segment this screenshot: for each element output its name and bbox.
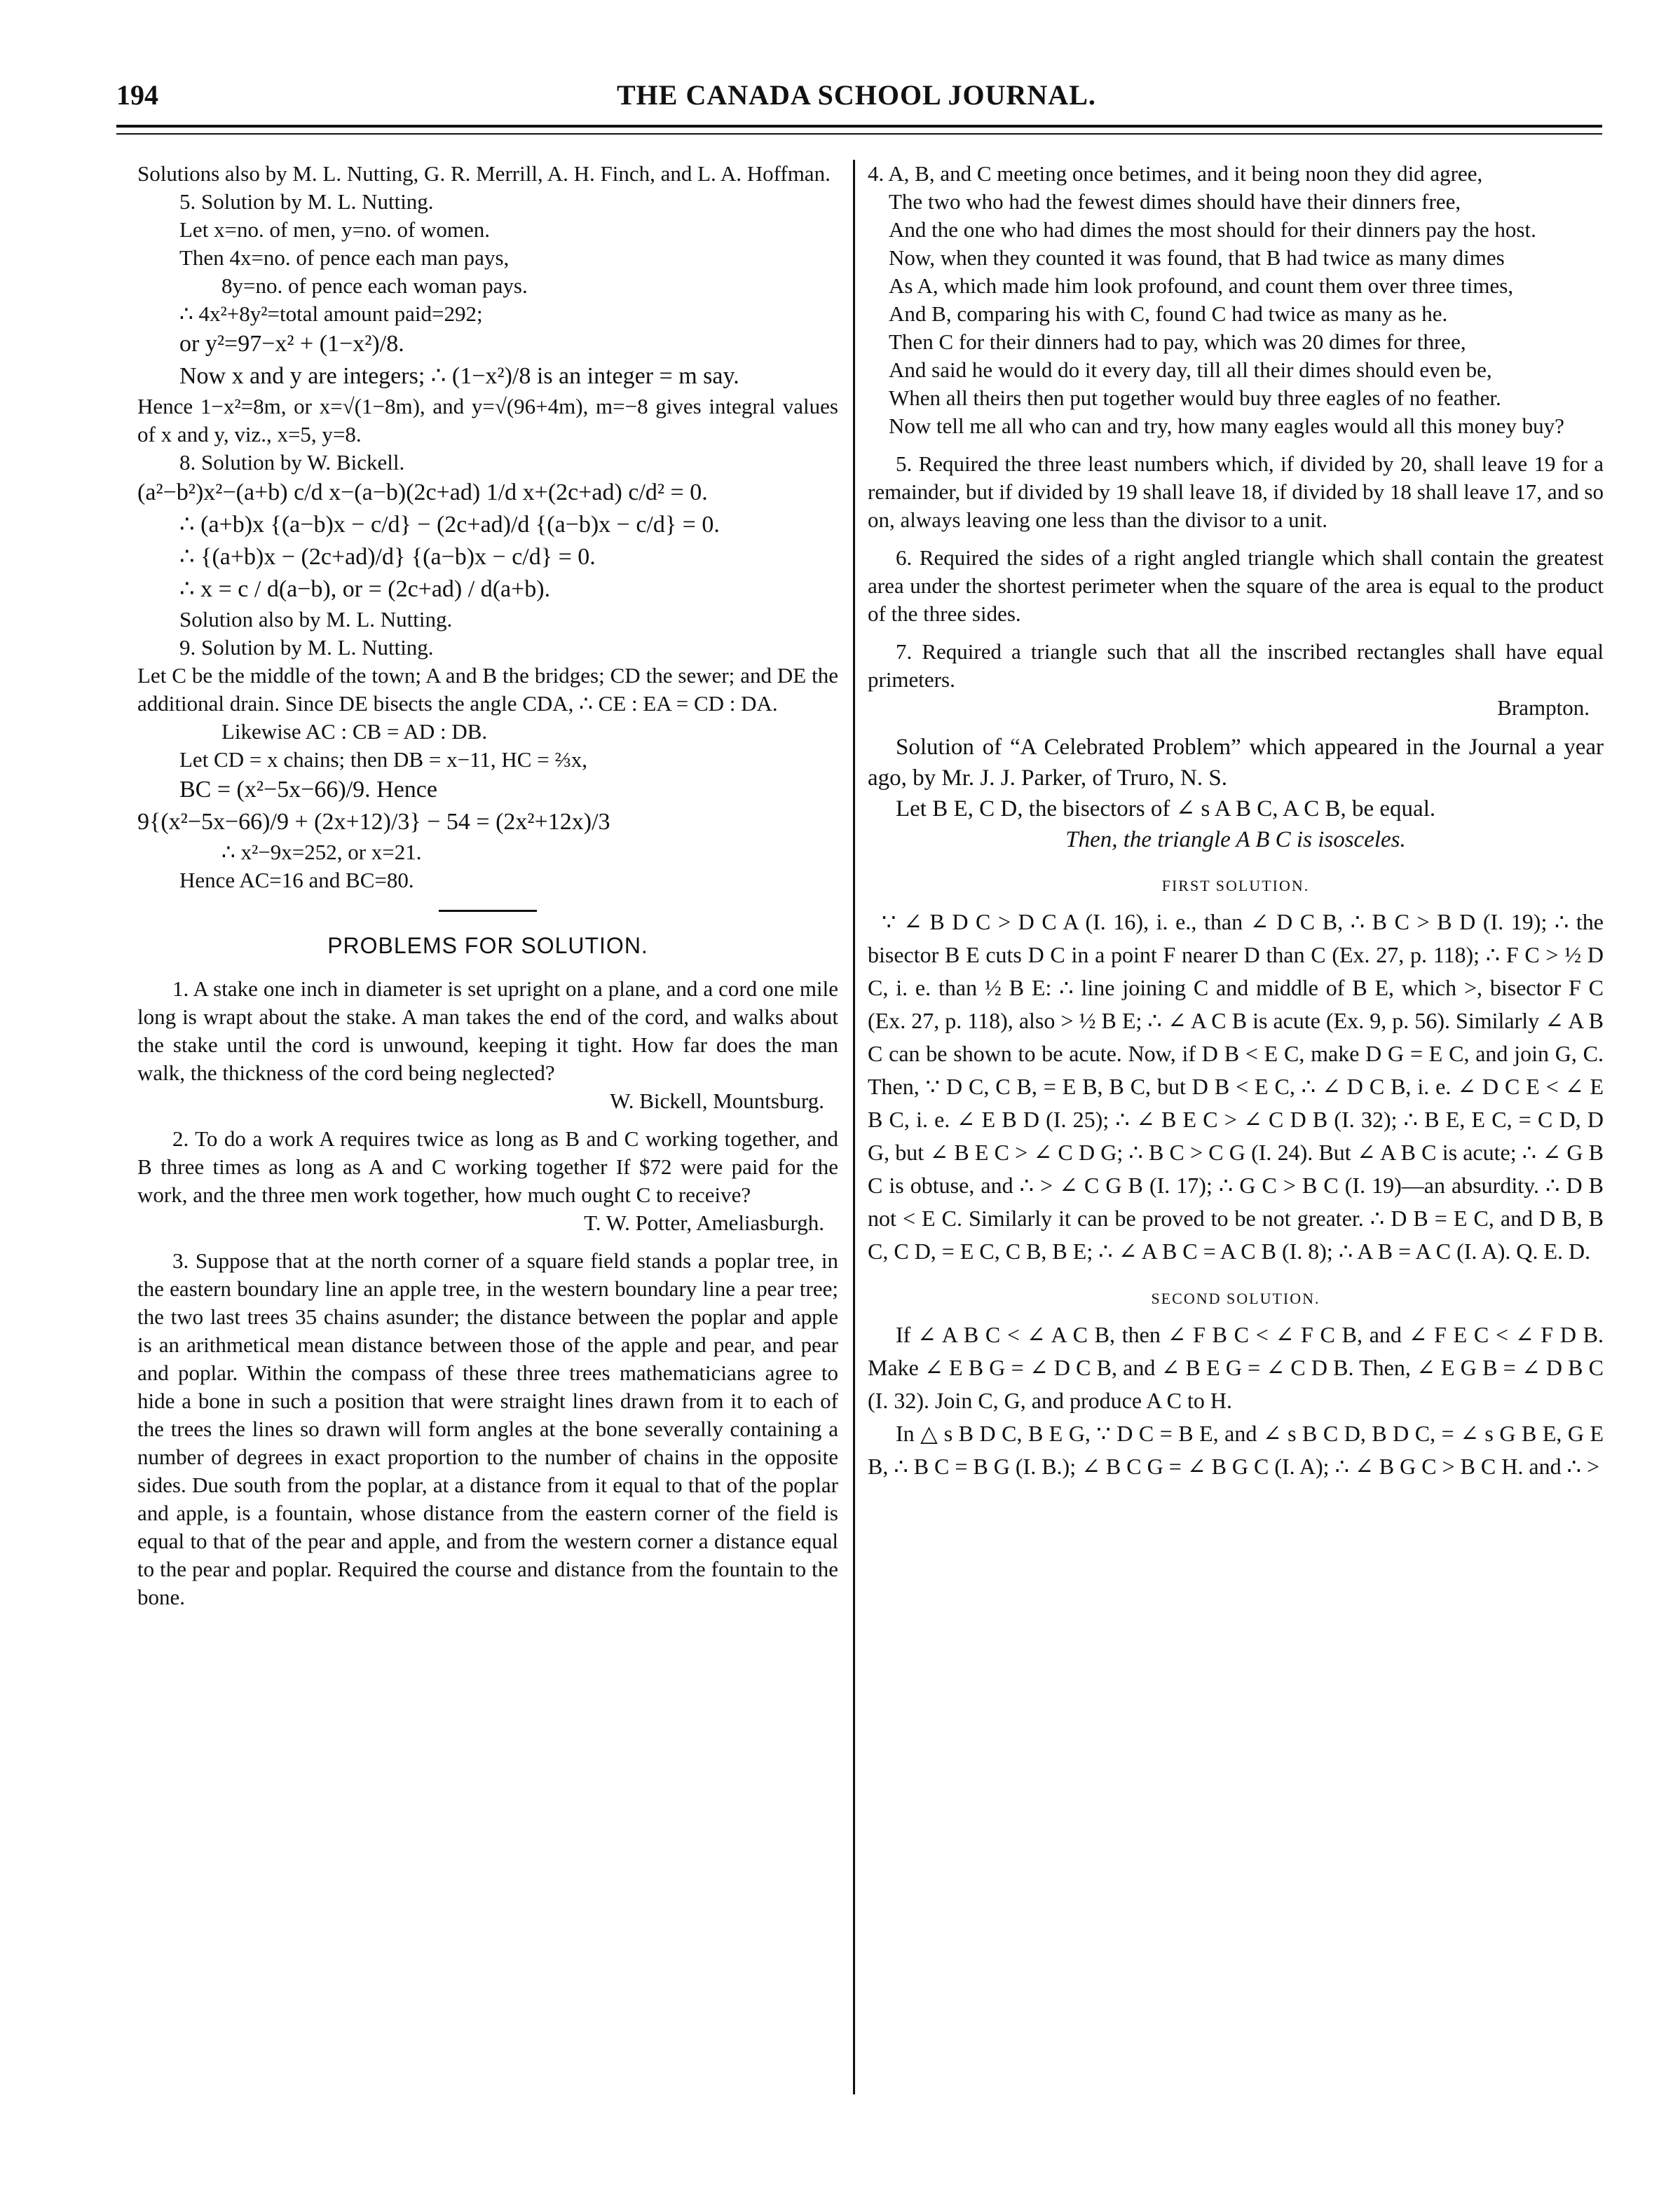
first-solution-heading: FIRST SOLUTION.: [1161, 877, 1310, 894]
math-line: Let x=no. of men, y=no. of women.: [179, 217, 491, 242]
solution-intro: Solution of “A Celebrated Problem” which appeared in the Journal a year ago, by Mr. J. J. Parker, of Truro, N. S.: [868, 735, 1604, 791]
math-paragraph: Let C be the middle of the town; A and B the bridges; CD the sewer; and DE the additional drain. Since DE bisects the angle CDA, ∴ CE : EA = CD : DA.: [137, 663, 838, 716]
solution-statement: Then, the triangle A B C is isosceles.: [1065, 827, 1406, 852]
verse-line: Now tell me all who can and try, how many eagles would all this money buy?: [889, 414, 1564, 438]
verse-line: And said he would do it every day, till all their dimes should even be,: [889, 357, 1492, 382]
solution-credit: Solution also by M. L. Nutting.: [179, 607, 453, 632]
verse-line: And the one who had dimes the most should for their dinners pay the host.: [889, 217, 1536, 242]
equation: 9{(x²−5x−66)/9 + (2x+12)/3} − 54 = (2x²+12x)/3: [137, 809, 610, 835]
math-line: Likewise AC : CB = AD : DB.: [221, 719, 488, 744]
math-line: Hence 1−x²=8m, or x=√(1−8m), and y=√(96+4m), m=−8 gives integral values of x and y, viz., x=5, y=8.: [137, 394, 838, 446]
column-divider: [853, 160, 855, 2094]
math-line: or y²=97−x² + (1−x²)/8.: [179, 331, 404, 357]
math-line: BC = (x²−5x−66)/9. Hence: [179, 777, 437, 803]
left-column: [137, 160, 838, 1611]
problem-5: 5. Required the three least numbers which, if divided by 20, shall leave 19 for a remainder, but if divided by 19 shall leave 18, if divided by 18 shall leave 17, and so on, always leaving one less than the divisor to a unit.: [868, 451, 1604, 532]
solution-given: Let B E, C D, the bisectors of ∠ s A B C, A C B, be equal.: [896, 796, 1436, 821]
math-line: ∴ x²−9x=252, or x=21.: [221, 840, 422, 864]
problem-7-signature: Brampton.: [1497, 695, 1590, 720]
first-solution: ∵ ∠ B D C > D C A (I. 16), i. e., than ∠ D C B, ∴ B C > B D (I. 19); ∴ the bisector B E cuts D C in a point F nearer D than C (Ex. 27, p. 118); ∴ F C > ½ D C, i. e. than ½ B E: ∴ line joining C and middle of B E, which >, bisector F C (Ex. 27, p. 118), also > ½ B E; ∴ ∠ A C B is acute (Ex. 9, p. 56). Similarly ∠ A B C can be shown to be acute. Now, if D B < E C, make D G = E C, and join G, C. Then, ∵ D C, C B, = E B, B C, but D B < E C, ∴ ∠ D C B, i. e. ∠ D C E < ∠ E B C, i. e. ∠ E B D (I. 25); ∴ ∠ B E C > ∠ C D B (I. 32); ∴ B E, E C, = C D, D G, but ∠ B E C > ∠ C D G; ∴ B C > C G (I. 24). But ∠ A B C is acute; ∴ ∠ G B C is obtuse, and ∴ > ∠ C G B (I. 17); ∴ G C > B C (I. 19)—an absurdity. ∴ D B not < E C. Similarly it can be proved to be not greater. ∴ D B = E C, and D B, B C, C D, = E C, C B, B E; ∴ ∠ A B C = A C B (I. 8); ∴ A B = A C (I. A). Q. E. D.: [868, 909, 1604, 1264]
problem-3: 3. Suppose that at the north corner of a square field stands a poplar tree, in the eastern boundary line an apple tree, in the western boundary line a pear tree; the two last trees 35 chains asunder; the distance between the poplar and apple is an arithmetical mean distance between those of the apple and pear, and pear and poplar. Within the compass of these three trees mathematicians agree to hide a bone in such a position that were straight lines drawn from it to each of the trees the lines so drawn will form angles at the bone severally containing a number of degrees in exact proportion to the number of chains in the opposite sides. Due south from the poplar, at a distance from it equal to that of the poplar and apple, is a fountain, whose distance from the eastern corner of the field is equal to that of the pear and apple, and from the western corner a distance equal to the pear and poplar. Required the course and distance from the fountain to the bone.: [137, 1248, 838, 1609]
equation: (a²−b²)x²−(a+b) c/d x−(a−b)(2c+ad) 1/d x+(2c+ad) c/d² = 0.: [137, 479, 708, 505]
equation: ∴ (a+b)x {(a−b)x − c/d} − (2c+ad)/d {(a−b)x − c/d} = 0.: [179, 512, 720, 538]
equation: ∴ {(a+b)x − (2c+ad)/d} {(a−b)x − c/d} = 0.: [179, 544, 596, 570]
verse-line: Then C for their dinners had to pay, which was 20 dimes for three,: [889, 329, 1466, 354]
math-line: Now x and y are integers; ∴ (1−x²)/8 is an integer = m say.: [179, 363, 739, 389]
solution-5-heading: 5. Solution by M. L. Nutting.: [179, 189, 434, 214]
problem-2-signature: T. W. Potter, Ameliasburgh.: [584, 1210, 824, 1235]
problem-6: 6. Required the sides of a right angled triangle which shall contain the greatest area under the shortest perimeter when the square of the area is equal to the product of the three sides.: [868, 545, 1604, 626]
problem-1-signature: W. Bickell, Mountsburg.: [610, 1089, 824, 1113]
math-line: ∴ 4x²+8y²=total amount paid=292;: [179, 301, 483, 326]
math-line: Let CD = x chains; then DB = x−11, HC = ⅔x,: [179, 747, 587, 772]
verse-line: Now, when they counted it was found, that B had twice as many dimes: [889, 245, 1505, 270]
second-solution-paragraph: In △ s B D C, B E G, ∵ D C = B E, and ∠ s B C D, B D C, = ∠ s G B E, G E B, ∴ B C = B G (I. B.); ∠ B C G = ∠ B G C (I. A); ∴ ∠ B G C > B C H. and ∴ >: [868, 1421, 1604, 1479]
page-number: 194: [116, 79, 158, 111]
solutions-credit: Solutions also by M. L. Nutting, G. R. Merrill, A. H. Finch, and L. A. Hoffman.: [137, 161, 831, 186]
problems-heading: PROBLEMS FOR SOLUTION.: [327, 933, 648, 958]
verse-line: The two who had the fewest dimes should have their dinners free,: [889, 189, 1461, 214]
header-rule-bottom: [116, 133, 1602, 135]
problem-2: 2. To do a work A requires twice as long as B and C working together, and B three times as long as A and C working together If $72 were paid for the work, and the three men work together, how much ought C to receive?: [137, 1126, 838, 1207]
verse-line: 4. A, B, and C meeting once betimes, and it being noon they did agree,: [868, 161, 1483, 186]
section-rule: [439, 910, 537, 912]
second-solution-paragraph: If ∠ A B C < ∠ A C B, then ∠ F B C < ∠ F C B, and ∠ F E C < ∠ F D B. Make ∠ E B G = ∠ D C B, and ∠ B E G = ∠ C D B. Then, ∠ E G B = ∠ D B C (I. 32). Join C, G, and produce A C to H.: [868, 1322, 1604, 1413]
problem-7: 7. Required a triangle such that all the inscribed rectangles shall have equal primeters.: [868, 639, 1604, 692]
math-line: Hence AC=16 and BC=80.: [179, 868, 414, 892]
solution-9-heading: 9. Solution by M. L. Nutting.: [179, 635, 434, 660]
solution-8-heading: 8. Solution by W. Bickell.: [179, 450, 405, 475]
verse-line: And B, comparing his with C, found C had twice as many as he.: [889, 301, 1448, 326]
header-rule-top: [116, 125, 1602, 128]
verse-line: As A, which made him look profound, and count them over three times,: [889, 273, 1514, 298]
problem-1: 1. A stake one inch in diameter is set upright on a plane, and a cord one mile long is wrapt about the stake. A man takes the end of the cord, and walks about the stake until the cord is unwound, keeping it tight. How far does the man walk, the thickness of the cord being neglected?: [137, 976, 838, 1085]
journal-title: THE CANADA SCHOOL JOURNAL.: [617, 79, 1096, 111]
second-solution-heading: SECOND SOLUTION.: [1151, 1290, 1320, 1307]
math-line: Then 4x=no. of pence each man pays,: [179, 245, 510, 270]
right-column: [868, 160, 1604, 1483]
verse-line: When all theirs then put together would buy three eagles of no feather.: [889, 386, 1501, 410]
math-line: 8y=no. of pence each woman pays.: [221, 273, 528, 298]
equation: ∴ x = c / d(a−b), or = (2c+ad) / d(a+b).: [179, 576, 551, 602]
